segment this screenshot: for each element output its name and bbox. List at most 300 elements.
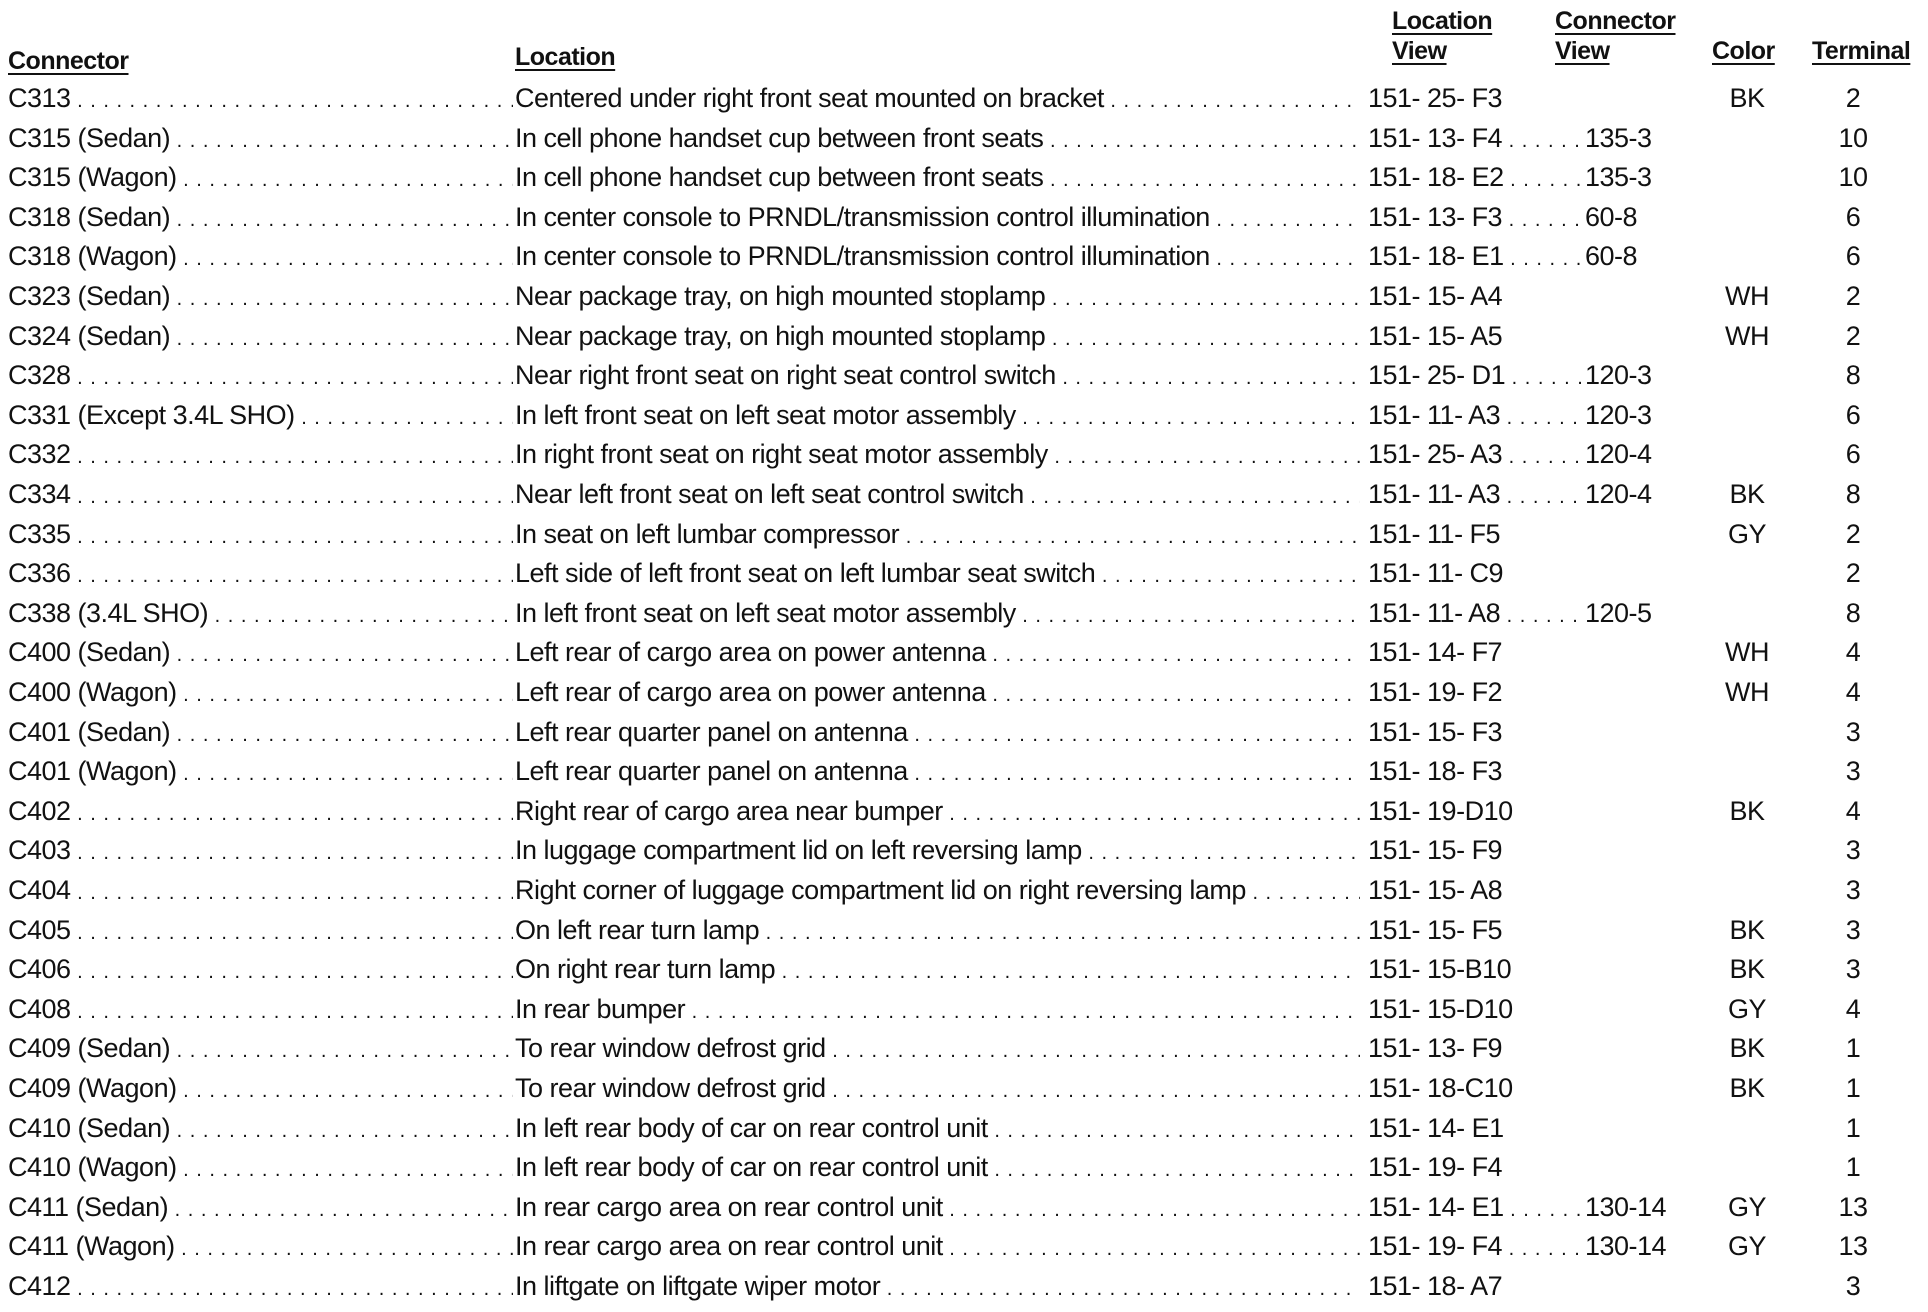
- terminal-cell: [1828, 237, 1878, 276]
- location-view-cell-text: 151- 18- A7: [1368, 1271, 1503, 1301]
- color-cell-text: BK: [1729, 1073, 1765, 1103]
- location-view-cell-text: 151- 11- A3 . . .: [1368, 479, 1583, 509]
- terminal-cell: [1828, 1188, 1878, 1227]
- color-cell: [1722, 792, 1772, 831]
- color-cell-text: WH: [1725, 637, 1769, 668]
- connector-cell: [8, 871, 513, 913]
- header-terminal: Terminal: [1812, 37, 1911, 65]
- terminal-cell: [1828, 79, 1878, 118]
- connector-cell-text: C403 . . .: [8, 835, 513, 865]
- location-view-cell: [1368, 198, 1583, 240]
- color-cell: [1722, 633, 1772, 672]
- location-cell-text: In rear cargo area on rear control unit . . .: [515, 1231, 1360, 1261]
- location-cell-text: Left rear quarter panel on antenna . . .: [515, 756, 1360, 786]
- location-view-cell-text: 151- 15- F9: [1368, 835, 1503, 866]
- connector-cell: [8, 911, 513, 953]
- table-row: [0, 792, 1928, 831]
- table-row: [0, 1148, 1928, 1187]
- connector-view-cell-text: 130-14: [1585, 1231, 1667, 1262]
- connector-cell: [8, 633, 513, 675]
- table-row: [0, 396, 1928, 435]
- location-view-cell: [1368, 871, 1583, 910]
- table-row: [0, 1109, 1928, 1148]
- location-cell: [515, 237, 1360, 279]
- table-row: [0, 1029, 1928, 1068]
- location-cell: [515, 673, 1360, 715]
- connector-cell-text: C313 . . .: [8, 83, 513, 113]
- connector-cell-text: C324 (Sedan) . . .: [8, 321, 513, 351]
- terminal-cell-text: 3: [1845, 756, 1861, 787]
- location-view-cell: [1368, 633, 1583, 672]
- terminal-cell-text: 3: [1845, 835, 1861, 866]
- table-row: [0, 871, 1928, 910]
- location-cell: [515, 515, 1360, 557]
- location-cell: [515, 1267, 1360, 1309]
- location-cell-text: In left rear body of car on rear control unit . . .: [515, 1152, 1360, 1182]
- location-view-cell-text: 151- 15- A4: [1368, 281, 1503, 311]
- connector-cell-text: C332 . . .: [8, 439, 513, 469]
- color-cell: [1722, 1029, 1772, 1068]
- terminal-cell: [1828, 752, 1878, 791]
- location-cell: [515, 950, 1360, 992]
- connector-cell: [8, 237, 513, 279]
- location-view-cell-text: 151- 11- A8 . . .: [1368, 598, 1583, 628]
- terminal-cell: [1828, 990, 1878, 1029]
- location-cell-text: In center console to PRNDL/transmission control illumination . . .: [515, 202, 1360, 232]
- connector-view-cell: [1585, 356, 1652, 395]
- location-cell-text: In liftgate on liftgate wiper motor . . .: [515, 1271, 1360, 1301]
- header-connector-view-line2: View: [1555, 37, 1610, 65]
- terminal-cell: [1828, 435, 1878, 474]
- connector-cell-text: C404 . . .: [8, 875, 513, 905]
- location-view-cell: [1368, 1148, 1583, 1187]
- location-view-cell: [1368, 1109, 1583, 1148]
- connector-view-cell: [1585, 396, 1652, 435]
- table-row: [0, 198, 1928, 237]
- terminal-cell-text: 1: [1845, 1033, 1861, 1064]
- location-view-cell-text: 151- 11- C9: [1368, 558, 1504, 589]
- location-cell-text: In right front seat on right seat motor assembly . . .: [515, 439, 1360, 469]
- location-view-cell-text: 151- 11- F5: [1368, 518, 1501, 549]
- location-cell: [515, 119, 1360, 161]
- location-view-cell-text: 151- 13- F9: [1368, 1033, 1503, 1064]
- connector-cell: [8, 198, 513, 240]
- terminal-cell: [1828, 198, 1878, 237]
- terminal-cell-text: 2: [1845, 518, 1861, 549]
- connector-cell: [8, 396, 513, 438]
- color-cell: [1722, 1188, 1772, 1227]
- terminal-cell: [1828, 475, 1878, 514]
- location-cell-text: In luggage compartment lid on left reversing lamp . . .: [515, 835, 1360, 865]
- location-view-cell-text: 151- 25- A3 . . .: [1368, 439, 1583, 469]
- header-location-view-line2: View: [1392, 37, 1447, 65]
- connector-view-cell-text: 60-8: [1585, 241, 1638, 272]
- location-view-cell: [1368, 277, 1583, 316]
- terminal-cell-text: 13: [1838, 1191, 1868, 1222]
- connector-cell-text: C315 (Wagon) . . .: [8, 162, 513, 192]
- header-color: Color: [1712, 37, 1775, 65]
- terminal-cell-text: 3: [1845, 954, 1861, 985]
- connector-cell: [8, 831, 513, 873]
- location-view-cell: [1368, 1267, 1583, 1306]
- location-view-cell-text: 151- 15-D10: [1368, 993, 1513, 1024]
- connector-cell-text: C401 (Sedan) . . .: [8, 717, 513, 747]
- terminal-cell-text: 4: [1845, 677, 1861, 707]
- terminal-cell: [1828, 158, 1878, 197]
- terminal-cell: [1828, 911, 1878, 950]
- connector-cell-text: C408 . . .: [8, 994, 513, 1024]
- color-cell-text: BK: [1729, 914, 1765, 945]
- location-view-cell-text: 151- 25- D1 . . .: [1368, 360, 1583, 390]
- connector-view-cell-text: 120-5: [1585, 597, 1652, 628]
- table-row: [0, 831, 1928, 870]
- table-row: [0, 1227, 1928, 1266]
- location-cell: [515, 198, 1360, 240]
- location-cell: [515, 79, 1360, 121]
- location-view-cell: [1368, 396, 1583, 438]
- table-row: [0, 515, 1928, 554]
- connector-cell-text: C336 . . .: [8, 558, 513, 588]
- location-view-cell-text: 151- 19-D10: [1368, 795, 1513, 826]
- connector-view-cell-text: 120-3: [1585, 360, 1652, 391]
- terminal-cell: [1828, 1109, 1878, 1148]
- location-view-cell: [1368, 594, 1583, 636]
- location-cell-text: Right corner of luggage compartment lid on right reversing lamp . . .: [515, 875, 1360, 905]
- terminal-cell-text: 10: [1838, 162, 1868, 193]
- terminal-cell-text: 8: [1845, 360, 1861, 391]
- connector-cell: [8, 119, 513, 161]
- location-view-cell: [1368, 1227, 1583, 1269]
- location-cell-text: To rear window defrost grid . . .: [515, 1033, 1360, 1063]
- connector-cell: [8, 435, 513, 477]
- header-location: Location: [515, 43, 616, 71]
- location-view-cell-text: 151- 13- F4 . . .: [1368, 123, 1583, 153]
- connector-cell: [8, 752, 513, 794]
- connector-cell: [8, 356, 513, 398]
- connector-view-cell: [1585, 594, 1652, 633]
- color-cell: [1722, 515, 1772, 554]
- terminal-cell: [1828, 554, 1878, 593]
- location-cell-text: In cell phone handset cup between front seats . . .: [515, 162, 1360, 192]
- location-view-cell: [1368, 792, 1583, 831]
- connector-view-cell: [1585, 475, 1652, 514]
- location-view-cell: [1368, 1069, 1583, 1108]
- terminal-cell: [1828, 1069, 1878, 1108]
- location-view-cell-text: 151- 11- A3 . . .: [1368, 400, 1583, 430]
- color-cell: [1722, 673, 1772, 712]
- location-view-cell: [1368, 356, 1583, 398]
- location-cell: [515, 831, 1360, 873]
- terminal-cell-text: 2: [1845, 558, 1861, 589]
- location-view-cell-text: 151- 15- F3: [1368, 716, 1503, 747]
- location-cell: [515, 554, 1360, 596]
- terminal-cell-text: 4: [1845, 795, 1861, 826]
- location-view-cell: [1368, 515, 1583, 554]
- location-view-cell: [1368, 435, 1583, 477]
- connector-view-cell-text: 120-4: [1585, 439, 1652, 470]
- location-cell-text: In rear bumper . . .: [515, 994, 1360, 1024]
- location-cell: [515, 990, 1360, 1032]
- location-view-cell: [1368, 475, 1583, 517]
- connector-cell: [8, 158, 513, 200]
- table-row: [0, 1188, 1928, 1227]
- terminal-cell: [1828, 713, 1878, 752]
- location-view-cell: [1368, 554, 1583, 593]
- terminal-cell: [1828, 673, 1878, 712]
- terminal-cell-text: 6: [1845, 399, 1861, 430]
- connector-cell-text: C406 . . .: [8, 954, 513, 984]
- location-view-cell-text: 151- 19- F2: [1368, 677, 1503, 707]
- location-cell-text: Near package tray, on high mounted stoplamp . . .: [515, 281, 1360, 311]
- connector-cell: [8, 1148, 513, 1190]
- connector-cell-text: C409 (Sedan) . . .: [8, 1033, 513, 1063]
- connector-cell: [8, 792, 513, 834]
- connector-view-cell-text: 120-3: [1585, 399, 1652, 430]
- header-connector: Connector: [8, 47, 129, 75]
- terminal-cell: [1828, 317, 1878, 356]
- connector-cell: [8, 554, 513, 596]
- connector-view-cell-text: 130-14: [1585, 1191, 1667, 1222]
- connector-cell-text: C335 . . .: [8, 519, 513, 549]
- table-row: [0, 356, 1928, 395]
- location-cell-text: In left rear body of car on rear control unit . . .: [515, 1113, 1360, 1143]
- location-cell: [515, 633, 1360, 675]
- connector-cell-text: C410 (Sedan) . . .: [8, 1113, 513, 1143]
- connector-cell: [8, 990, 513, 1032]
- location-view-cell: [1368, 119, 1583, 161]
- terminal-cell: [1828, 1029, 1878, 1068]
- location-view-cell-text: 151- 25- F3: [1368, 83, 1503, 113]
- location-cell-text: In rear cargo area on rear control unit . . .: [515, 1192, 1360, 1222]
- terminal-cell-text: 13: [1838, 1231, 1868, 1262]
- connector-cell: [8, 1069, 513, 1111]
- connector-cell: [8, 1188, 513, 1230]
- location-view-cell: [1368, 950, 1583, 989]
- location-cell: [515, 1148, 1360, 1190]
- location-view-cell-text: 151- 14- E1 . . .: [1368, 1192, 1583, 1222]
- location-view-cell-text: 151- 18- E1 . . .: [1368, 241, 1583, 271]
- table-row: [0, 713, 1928, 752]
- location-cell-text: Near package tray, on high mounted stoplamp . . .: [515, 321, 1360, 351]
- location-cell: [515, 356, 1360, 398]
- location-cell: [515, 435, 1360, 477]
- location-cell: [515, 1109, 1360, 1151]
- color-cell: [1722, 475, 1772, 514]
- location-cell: [515, 475, 1360, 517]
- location-view-cell-text: 151- 18- F3: [1368, 756, 1503, 787]
- location-view-cell-text: 151- 18-C10: [1368, 1073, 1513, 1103]
- table-row: [0, 950, 1928, 989]
- terminal-cell-text: 2: [1845, 320, 1861, 351]
- location-cell-text: Centered under right front seat mounted on bracket . . .: [515, 83, 1360, 113]
- location-view-cell: [1368, 317, 1583, 356]
- location-cell-text: In left front seat on left seat motor assembly . . .: [515, 598, 1360, 628]
- connector-cell-text: C405 . . .: [8, 915, 513, 945]
- connector-cell-text: C411 (Wagon) . . .: [8, 1231, 513, 1261]
- color-cell-text: GY: [1727, 993, 1766, 1024]
- connector-cell: [8, 1029, 513, 1071]
- terminal-cell-text: 6: [1845, 241, 1861, 272]
- color-cell-text: BK: [1729, 479, 1765, 509]
- connector-cell-text: C315 (Sedan) . . .: [8, 123, 513, 153]
- location-view-cell-text: 151- 15- A5: [1368, 320, 1503, 351]
- header-connector-view-line1: Connector: [1555, 7, 1676, 35]
- color-cell-text: BK: [1729, 954, 1765, 985]
- location-cell-text: Near right front seat on right seat control switch . . .: [515, 360, 1360, 390]
- location-cell: [515, 1029, 1360, 1071]
- terminal-cell-text: 3: [1845, 914, 1861, 945]
- location-view-cell: [1368, 158, 1583, 200]
- connector-view-cell-text: 135-3: [1585, 162, 1652, 193]
- terminal-cell: [1828, 831, 1878, 870]
- terminal-cell: [1828, 1267, 1878, 1306]
- connector-cell-text: C318 (Sedan) . . .: [8, 202, 513, 232]
- terminal-cell-text: 6: [1845, 439, 1861, 470]
- header-location-view-line1: Location: [1392, 7, 1493, 35]
- table-row: [0, 475, 1928, 514]
- table-row: [0, 317, 1928, 356]
- terminal-cell-text: 1: [1845, 1112, 1861, 1143]
- terminal-cell-text: 8: [1845, 597, 1861, 628]
- location-view-cell: [1368, 831, 1583, 870]
- location-view-cell: [1368, 673, 1583, 712]
- location-cell-text: Left side of left front seat on left lumbar seat switch . . .: [515, 558, 1360, 588]
- location-cell-text: Left rear of cargo area on power antenna . . .: [515, 637, 1360, 667]
- location-view-cell: [1368, 752, 1583, 791]
- connector-view-cell: [1585, 1188, 1666, 1227]
- location-cell-text: To rear window defrost grid . . .: [515, 1073, 1360, 1103]
- location-view-cell-text: 151- 15-B10: [1368, 954, 1512, 985]
- terminal-cell-text: 1: [1845, 1152, 1861, 1183]
- location-view-cell-text: 151- 14- F7: [1368, 637, 1503, 668]
- connector-cell-text: C401 (Wagon) . . .: [8, 756, 513, 786]
- color-cell: [1722, 990, 1772, 1029]
- terminal-cell-text: 2: [1845, 281, 1861, 311]
- location-cell: [515, 277, 1360, 319]
- color-cell: [1722, 277, 1772, 316]
- connector-cell-text: C318 (Wagon) . . .: [8, 241, 513, 271]
- table-row: [0, 990, 1928, 1029]
- table-row: [0, 911, 1928, 950]
- connector-view-cell: [1585, 435, 1652, 474]
- color-cell-text: GY: [1727, 1191, 1766, 1222]
- location-cell: [515, 594, 1360, 636]
- location-cell-text: In center console to PRNDL/transmission control illumination . . .: [515, 241, 1360, 271]
- table-row: [0, 633, 1928, 672]
- color-cell: [1722, 911, 1772, 950]
- color-cell-text: GY: [1727, 518, 1766, 549]
- terminal-cell-text: 3: [1845, 875, 1861, 905]
- connector-cell-text: C338 (3.4L SHO) . . .: [8, 598, 513, 628]
- connector-view-cell-text: 135-3: [1585, 122, 1652, 153]
- connector-cell-text: C409 (Wagon) . . .: [8, 1073, 513, 1103]
- location-view-cell: [1368, 713, 1583, 752]
- location-cell-text: In seat on left lumbar compressor . . .: [515, 519, 1360, 549]
- connector-cell-text: C412 . . .: [8, 1271, 513, 1301]
- color-cell: [1722, 79, 1772, 118]
- connector-cell-text: C400 (Wagon) . . .: [8, 677, 513, 707]
- color-cell-text: WH: [1725, 281, 1769, 311]
- terminal-cell-text: 4: [1845, 637, 1861, 668]
- terminal-cell: [1828, 950, 1878, 989]
- color-cell-text: BK: [1729, 1033, 1765, 1064]
- location-cell: [515, 1069, 1360, 1111]
- color-cell-text: WH: [1725, 677, 1769, 707]
- location-cell-text: On left rear turn lamp . . .: [515, 915, 1360, 945]
- connector-cell: [8, 1227, 513, 1269]
- location-view-cell: [1368, 1188, 1583, 1230]
- table-row: [0, 1267, 1928, 1306]
- connector-cell-text: C400 (Sedan) . . .: [8, 637, 513, 667]
- location-cell-text: Left rear quarter panel on antenna . . .: [515, 717, 1360, 747]
- terminal-cell: [1828, 594, 1878, 633]
- terminal-cell-text: 1: [1845, 1073, 1861, 1103]
- table-row: [0, 277, 1928, 316]
- connector-cell: [8, 673, 513, 715]
- connector-cell: [8, 594, 513, 636]
- table-row: [0, 554, 1928, 593]
- terminal-cell: [1828, 792, 1878, 831]
- connector-cell-text: C328 . . .: [8, 360, 513, 390]
- color-cell: [1722, 1069, 1772, 1108]
- connector-cell-text: C402 . . .: [8, 796, 513, 826]
- location-cell-text: On right rear turn lamp . . .: [515, 954, 1360, 984]
- table-row: [0, 752, 1928, 791]
- terminal-cell-text: 6: [1845, 201, 1861, 232]
- location-cell: [515, 317, 1360, 359]
- connector-view-cell: [1585, 198, 1637, 237]
- location-cell: [515, 1227, 1360, 1269]
- connector-view-cell: [1585, 237, 1637, 276]
- connector-cell-text: C410 (Wagon) . . .: [8, 1152, 513, 1182]
- location-cell: [515, 158, 1360, 200]
- location-view-cell: [1368, 1029, 1583, 1068]
- connector-cell: [8, 317, 513, 359]
- location-cell: [515, 911, 1360, 953]
- location-cell: [515, 871, 1360, 913]
- terminal-cell: [1828, 1227, 1878, 1266]
- table-row: [0, 435, 1928, 474]
- terminal-cell: [1828, 119, 1878, 158]
- connector-cell: [8, 277, 513, 319]
- connector-view-cell: [1585, 1227, 1666, 1266]
- connector-cell: [8, 950, 513, 992]
- location-cell-text: In left front seat on left seat motor assembly . . .: [515, 400, 1360, 430]
- connector-cell-text: C411 (Sedan) . . .: [8, 1192, 513, 1222]
- location-cell: [515, 1188, 1360, 1230]
- connector-cell: [8, 713, 513, 755]
- terminal-cell: [1828, 515, 1878, 554]
- connector-cell: [8, 1267, 513, 1309]
- terminal-cell-text: 8: [1845, 479, 1861, 509]
- color-cell: [1722, 317, 1772, 356]
- terminal-cell-text: 3: [1845, 1271, 1861, 1301]
- connector-view-cell: [1585, 158, 1652, 197]
- location-view-cell: [1368, 237, 1583, 279]
- terminal-cell: [1828, 871, 1878, 910]
- terminal-cell: [1828, 396, 1878, 435]
- location-cell-text: Right rear of cargo area near bumper . . .: [515, 796, 1360, 826]
- terminal-cell-text: 4: [1845, 993, 1861, 1024]
- location-cell: [515, 752, 1360, 794]
- color-cell-text: BK: [1729, 795, 1765, 826]
- location-view-cell-text: 151- 14- E1: [1368, 1112, 1504, 1143]
- location-cell-text: Left rear of cargo area on power antenna . . .: [515, 677, 1360, 707]
- table-row: [0, 158, 1928, 197]
- table-row: [0, 237, 1928, 276]
- location-cell: [515, 792, 1360, 834]
- terminal-cell-text: 2: [1845, 83, 1861, 113]
